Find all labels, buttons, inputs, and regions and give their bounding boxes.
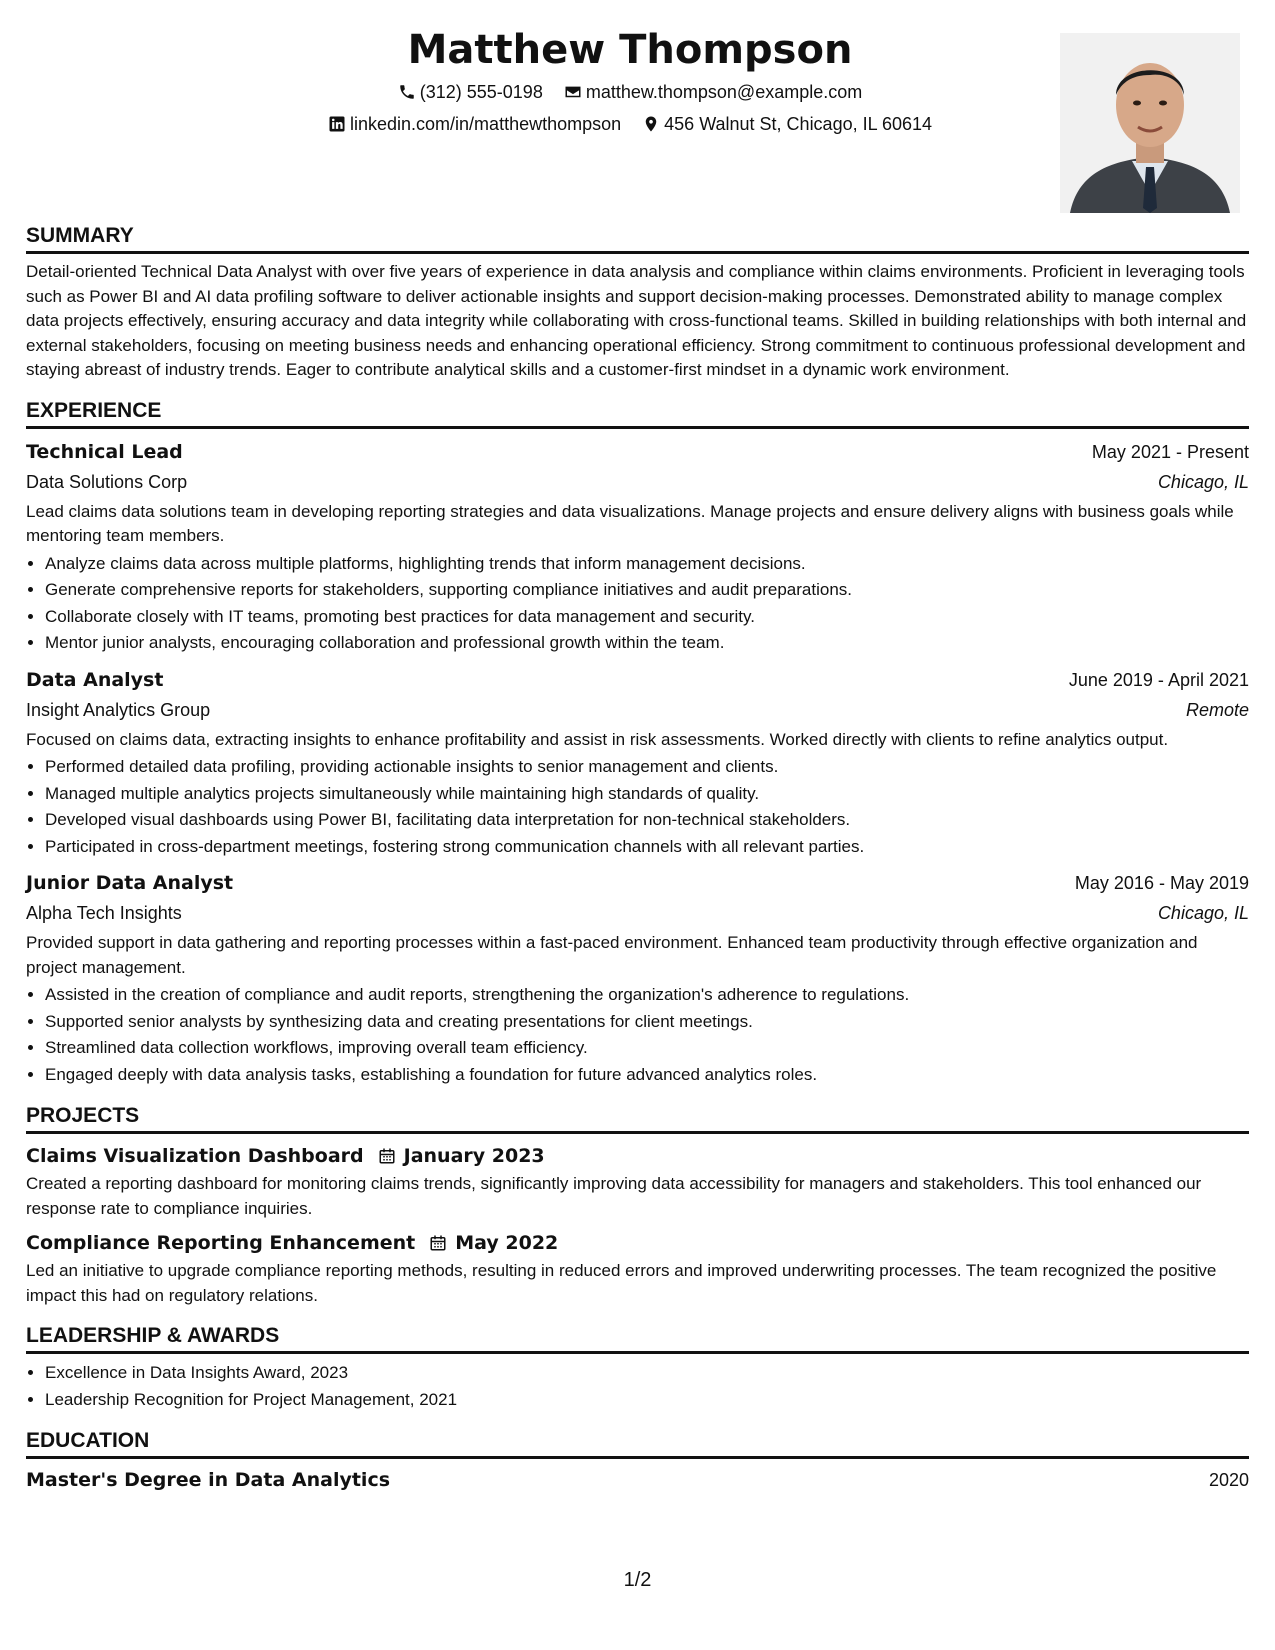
education-degree: Master's Degree in Data Analytics [26,1469,391,1491]
email-text: matthew.thompson@example.com [585,82,863,102]
list-item: • Supported senior analysts by synthesizing data and creating presentations for client meetings. [45,1009,1249,1036]
calendar-icon [378,1147,396,1165]
contact-address [642,112,932,136]
profile-photo [1060,33,1240,213]
list-item: • Assisted in the creation of compliance and audit reports, strengthening the organization's adherence to regulations. [45,982,1249,1009]
list-item: • Participated in cross-department meetings, fostering strong communication channels with all relevant parties. [45,834,1249,861]
leadership-heading: LEADERSHIP & AWARDS [26,1322,1249,1354]
job-company: Insight Analytics Group [26,699,211,720]
contact-linkedin[interactable] [328,112,621,136]
job-bullets [26,754,1249,860]
summary-heading: SUMMARY [26,222,1249,254]
address-text: 456 Walnut St, Chicago, IL 60614 [664,114,932,134]
job-entry [26,665,1249,861]
job-dates: May 2021 - Present [1091,441,1249,462]
education-section [26,1427,1249,1495]
projects-heading: PROJECTS [26,1102,1249,1134]
summary-text: Detail-oriented Technical Data Analyst with over five years of experience in data analysis and compliance within claims environments. Proficient in leveraging tools such as Power BI and AI data profiling software to deliver actionable insights and support decision-making processes. Demonstrated ability to manage complex data projects effectively, ensuring accuracy and data integrity while collaborating with cross-functional teams. Skilled in building relationships with both internal and external stakeholders, focusing on meeting business needs and enhancing operational efficiency. Strong commitment to continuous professional development and staying abreast of industry trends. Eager to contribute analytical skills and a customer-first mindset in a dynamic work environment. [26,262,1247,379]
list-item: • Engaged deeply with data analysis tasks, establishing a foundation for future advanced analytics roles. [45,1062,1249,1089]
page-number: 1/2 [623,1569,652,1591]
job-dates: May 2016 - May 2019 [1074,873,1249,893]
list-item: • Excellence in Data Insights Award, 2023 [45,1360,1249,1387]
phone-text: (312) 555-0198 [419,82,543,102]
job-entry [26,868,1249,1088]
summary-section [26,222,1249,383]
linkedin-text: linkedin.com/in/matthewthompson [350,114,622,134]
job-bullets [26,982,1249,1088]
job-dates: June 2019 - April 2021 [1068,669,1249,690]
project-name: Claims Visualization Dashboard [26,1145,364,1167]
list-item: • Developed visual dashboards using Power BI, facilitating data interpretation for non-technical stakeholders. [45,807,1249,834]
resume-header [30,24,1230,224]
education-year: 2020 [1208,1470,1249,1490]
job-title: Data Analyst [26,668,164,691]
job-title: Junior Data Analyst [26,872,234,894]
experience-section [26,397,1249,1089]
job-bullets [26,551,1249,657]
resume-body [26,222,1249,1509]
awards-list [26,1360,1249,1413]
job-entry [26,437,1249,657]
experience-heading: EXPERIENCE [26,397,1249,429]
map-pin-icon [642,115,660,133]
project-description: Created a reporting dashboard for monitoring claims trends, significantly improving data accessibility for managers and stakeholders. This tool enhanced our response rate to compliance inquiries. [26,1174,1202,1218]
job-description: Focused on claims data, extracting insights to enhance profitability and assist in risk assessments. Worked directly with clients to refine analytics output. [26,729,1169,749]
calendar-icon [429,1234,447,1252]
project-entry [26,1229,1249,1308]
job-location: Remote [1185,699,1249,720]
envelope-icon [564,83,582,101]
job-company: Alpha Tech Insights [26,903,182,923]
project-entry [26,1142,1249,1221]
linkedin-icon [328,115,346,133]
list-item: • Analyze claims data across multiple platforms, highlighting trends that inform management decisions. [45,551,1249,578]
candidate-name: Matthew Thompson [407,27,853,73]
job-location: Chicago, IL [1157,471,1249,492]
job-company: Data Solutions Corp [26,471,188,492]
project-description: Led an initiative to upgrade compliance reporting methods, resulting in reduced errors and improved underwriting processes. The team recognized the positive impact this had on regulatory relations. [26,1261,1217,1305]
education-heading: EDUCATION [26,1427,1249,1459]
phone-icon [398,83,416,101]
list-item: • Mentor junior analysts, encouraging collaboration and professional growth within the team. [45,630,1249,657]
job-location: Chicago, IL [1157,903,1249,923]
job-description: Provided support in data gathering and reporting processes within a fast-paced environment. Enhanced team productivity through effective organization and project management. [26,933,1198,977]
project-name: Compliance Reporting Enhancement [26,1232,416,1254]
contact-row-secondary [30,112,1230,139]
contact-row-primary [30,80,1230,107]
list-item: • Leadership Recognition for Project Management, 2021 [45,1387,1249,1414]
list-item: • Streamlined data collection workflows, improving overall team efficiency. [45,1035,1249,1062]
leadership-section [26,1322,1249,1413]
list-item: • Collaborate closely with IT teams, promoting best practices for data management and security. [45,604,1249,631]
list-item: • Generate comprehensive reports for stakeholders, supporting compliance initiatives and audit preparations. [45,577,1249,604]
contact-email[interactable] [564,80,862,104]
project-date: May 2022 [455,1232,559,1254]
contact-phone [398,80,543,104]
list-item: • Managed multiple analytics projects simultaneously while maintaining high standards of quality. [45,781,1249,808]
project-date: January 2023 [403,1145,545,1167]
job-title: Technical Lead [26,440,183,463]
job-description: Lead claims data solutions team in developing reporting strategies and data visualizations. Manage projects and ensure delivery aligns with business goals while mentoring team members. [26,501,1234,545]
projects-section [26,1102,1249,1308]
list-item: • Performed detailed data profiling, providing actionable insights to senior management and clients. [45,754,1249,781]
